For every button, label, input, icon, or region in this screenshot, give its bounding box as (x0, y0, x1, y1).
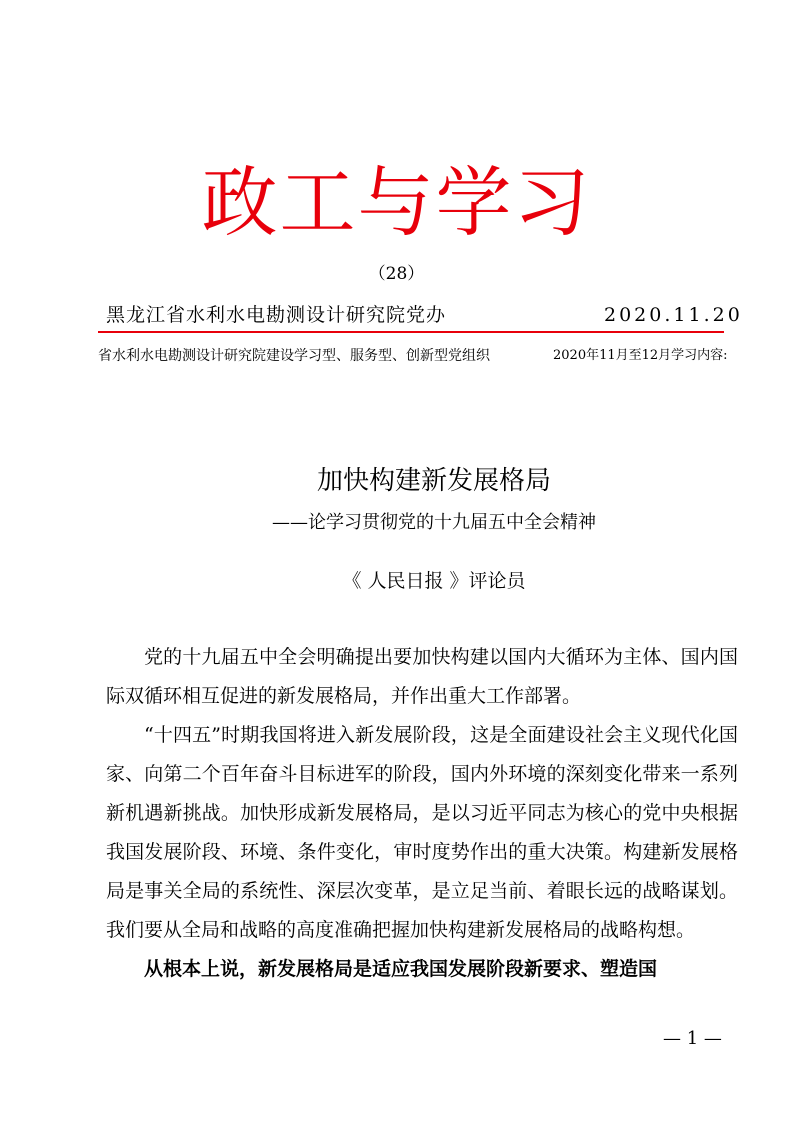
issue-date: 2020.11.20 (604, 304, 743, 326)
article-title: 加快构建新发展格局 (316, 466, 551, 496)
article-body (106, 638, 738, 989)
paragraph: 党的十九届五中全会明确提出要加快构建以国内大循环为主体、国内国际双循环相互促进的新发展格局，并作出重大工作部署。 (106, 646, 738, 707)
article-author: 《 人民日报 》评论员 (342, 570, 526, 592)
issuer-name: 黑龙江省水利水电勘测设计研究院党办 (106, 304, 447, 326)
masthead-title: 政工与学习 (201, 158, 592, 247)
subheader-organization: 省水利水电勘测设计研究院建设学习型、服务型、创新型党组织 (98, 348, 490, 364)
paragraph-bold: 从根本上说，新发展格局是适应我国发展阶段新要求、塑造国 (144, 958, 658, 980)
article-subtitle: ——论学习贯彻党的十九届五中全会精神 (272, 512, 596, 533)
page-number: — 1 — (663, 1028, 722, 1049)
issue-number: （28） (368, 264, 425, 284)
header-divider (98, 331, 724, 333)
paragraph: “十四五”时期我国将进入新发展阶段，这是全面建设社会主义现代化国家、向第二个百年奋斗目标进军的阶段，国内外环境的深刻变化带来一系列新机遇新挑战。加快形成新发展格局，是以习近平同志为核心的党中央根据我国发展阶段、环境、条件变化，审时度势作出的重大决策。构建新发展格局是事关全局的系统性、深层次变革，是立足当前、着眼长远的战略谋划。我们要从全局和战略的高度准确把握加快构建新发展格局的战略构想。 (106, 724, 738, 941)
subheader-study-period: 2020年11月至12月学习内容: (553, 348, 728, 363)
